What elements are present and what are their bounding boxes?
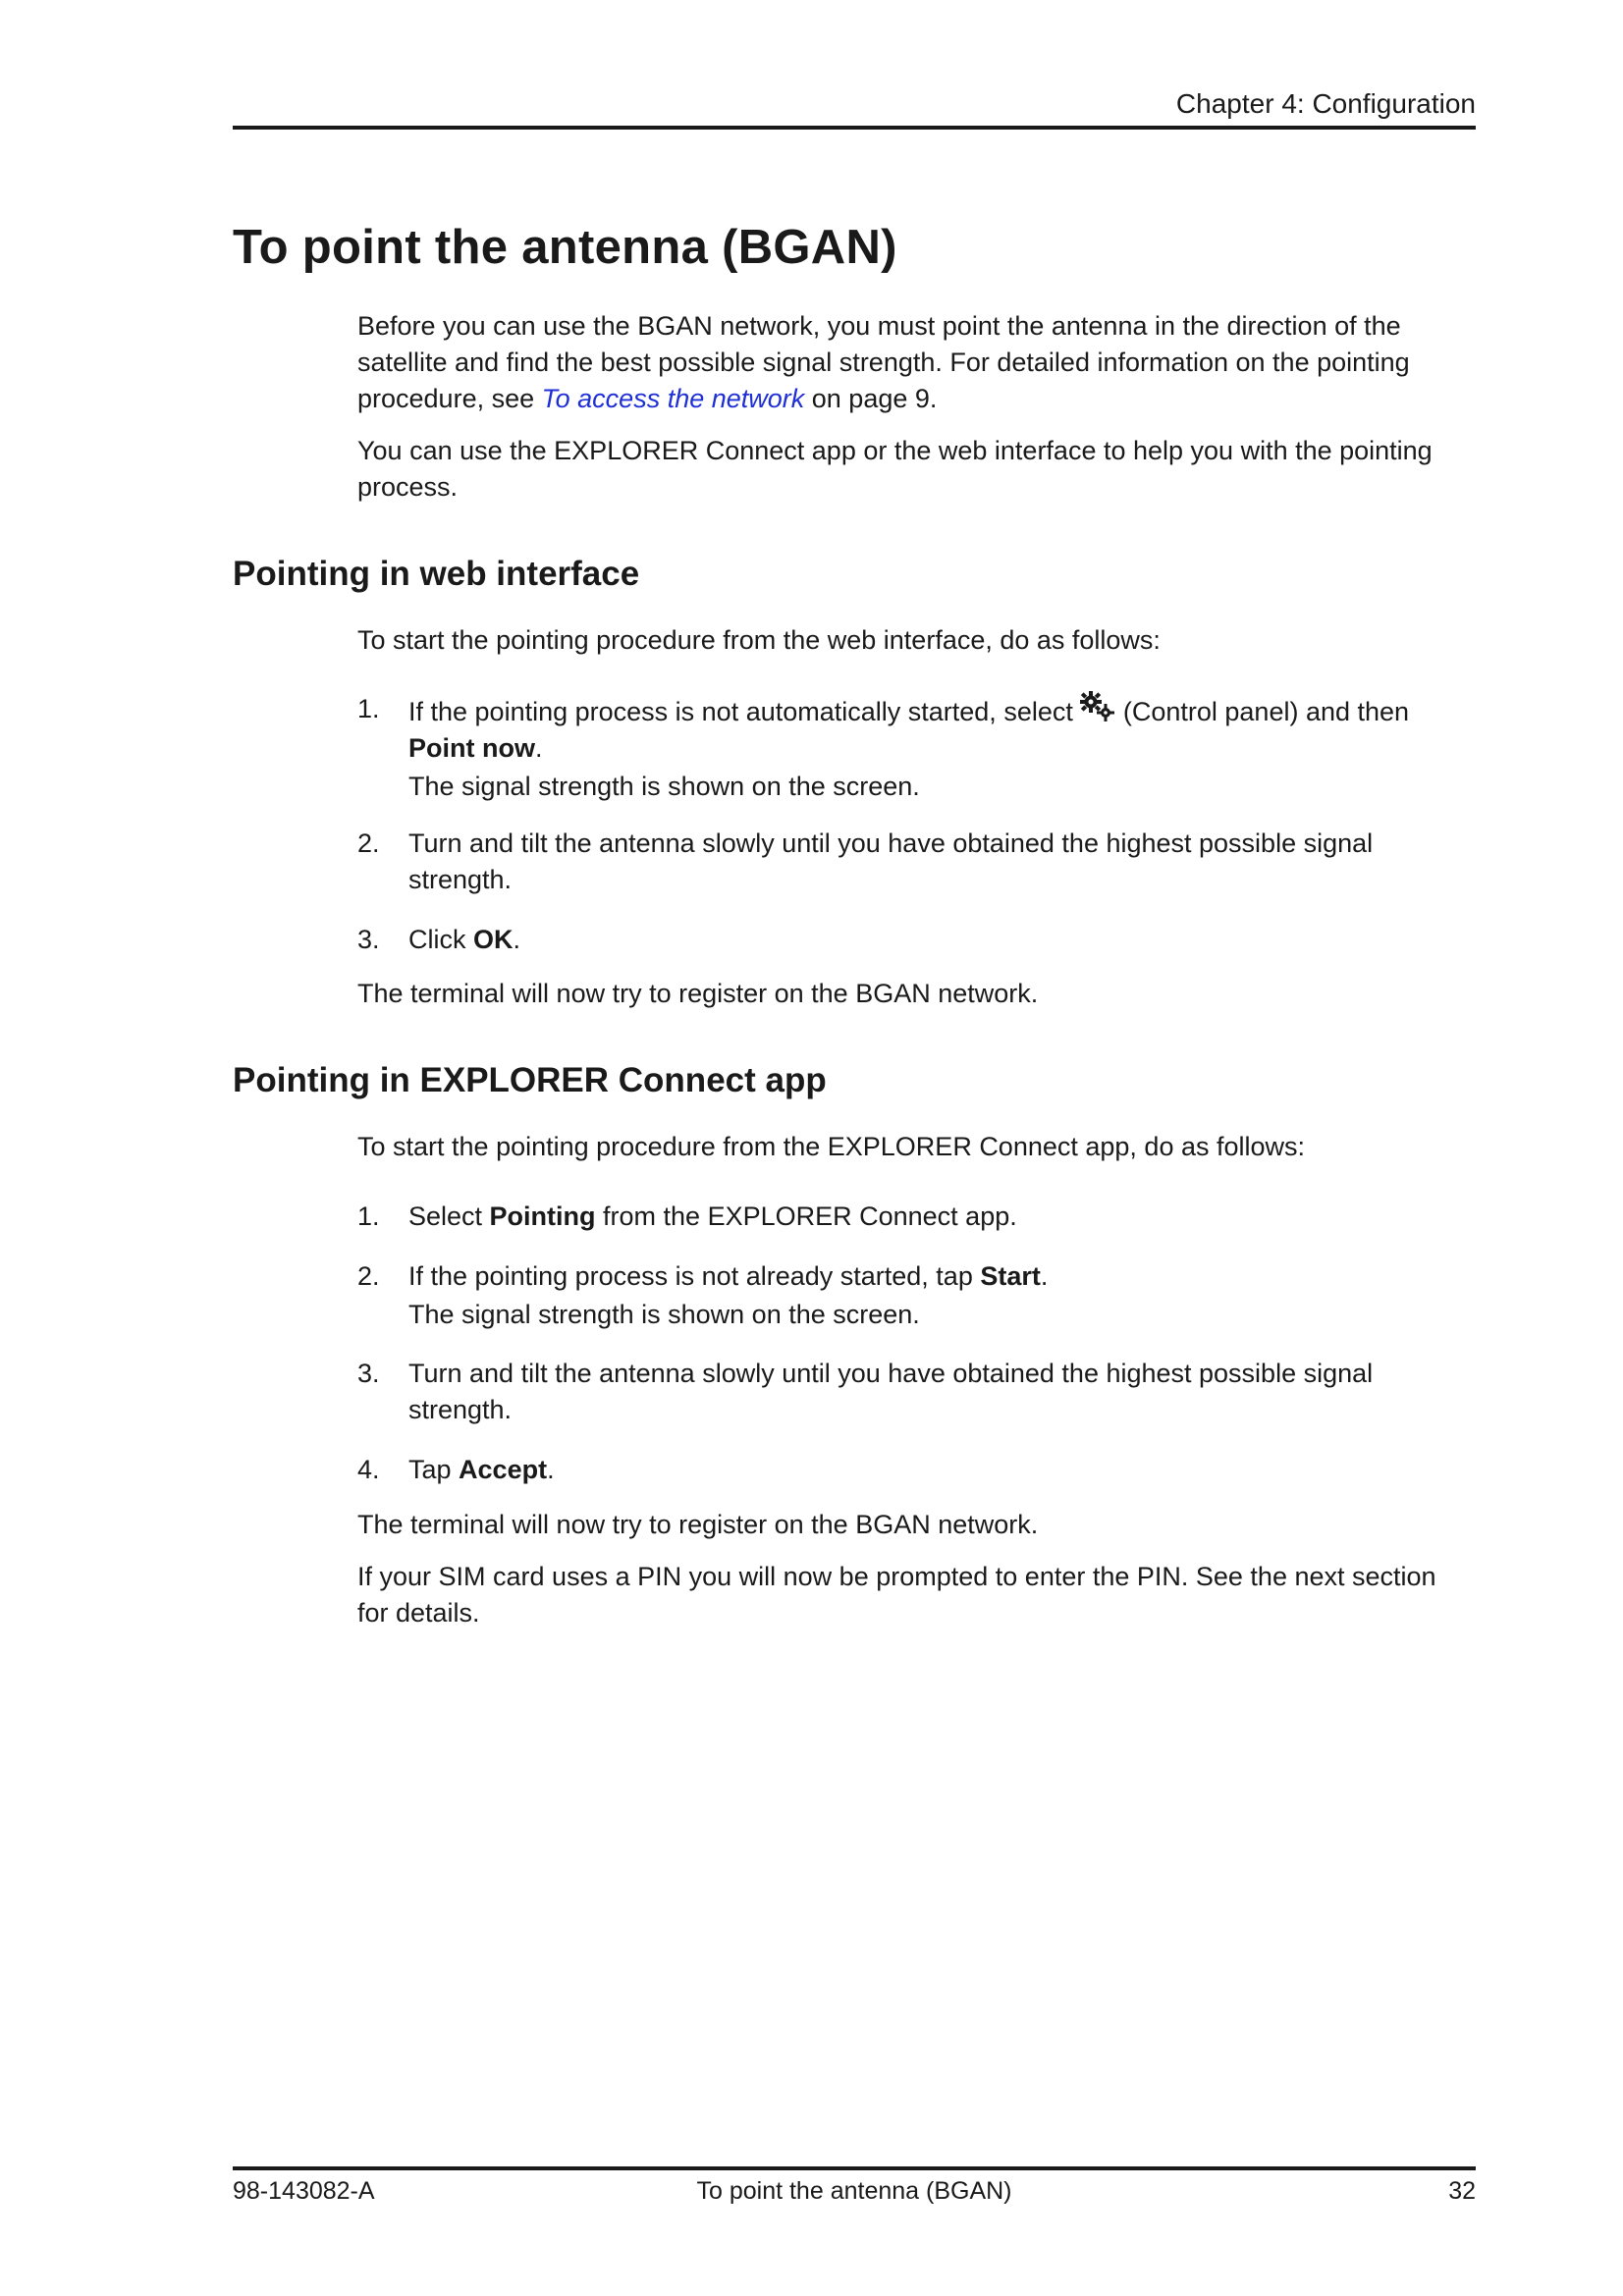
intro-text-after-link: on page 9. [804, 384, 938, 413]
step-text: (Control panel) and then [1115, 697, 1410, 726]
step-text: Turn and tilt the antenna slowly until you have obtained the highest possible signal strength. [408, 828, 1374, 894]
intro-text-before-link: Before you can use the BGAN network, you must point the antenna in the direction of the satellite and find the best possible signal strength. For detailed information on the pointing procedure, see [357, 311, 1410, 413]
app-step-4: 4. Tap Accept. [357, 1452, 1467, 1488]
step-number: 1. [357, 694, 380, 723]
app-section-closing: The terminal will now try to register on the BGAN network. [357, 1510, 1039, 1539]
app-step-2: 2. If the pointing process is not already started, tap Start. The signal strength is shown on the screen. [357, 1258, 1467, 1333]
step-number: 4. [357, 1455, 380, 1484]
step-number: 2. [357, 1261, 380, 1291]
footer-section-title: To point the antenna (BGAN) [696, 2177, 1012, 2205]
web-section-closing: The terminal will now try to register on the BGAN network. [357, 979, 1039, 1008]
step-number: 3. [357, 1359, 380, 1388]
step-text: Select [408, 1201, 490, 1231]
page-title: To point the antenna (BGAN) [233, 221, 897, 274]
ok-label: OK [473, 925, 514, 954]
pointing-label: Pointing [489, 1201, 596, 1231]
footer-rule [233, 2166, 1476, 2170]
step-result: The signal strength is shown on the screen. [408, 772, 920, 801]
page-header [233, 88, 1476, 130]
web-section-heading: Pointing in web interface [233, 555, 640, 593]
web-step-3: 3. Click OK. [357, 922, 1467, 958]
web-step-1: 1. If the pointing process is not automatically started, select (Control panel) and then Point now. The signal strength is shown on the screen. [357, 691, 1467, 805]
step-text: Tap [408, 1455, 460, 1484]
access-network-link[interactable]: To access the network [541, 384, 805, 413]
step-number: 3. [357, 925, 380, 954]
app-step-3 [357, 1356, 1467, 1428]
step-text: Turn and tilt the antenna slowly until you have obtained the highest possible signal strength. [408, 1359, 1374, 1424]
web-section-lead: To start the pointing procedure from the web interface, do as follows: [357, 625, 1161, 655]
point-now-label: Point now [408, 733, 535, 763]
step-text: If the pointing process is not automatically started, select [408, 697, 1081, 726]
intro-paragraph-2: You can use the EXPLORER Connect app or the web interface to help you with the pointing process. [357, 436, 1433, 502]
chapter-label: Chapter 4: Configuration [1175, 88, 1476, 119]
footer-doc-number: 98-143082-A [233, 2177, 375, 2205]
step-number: 1. [357, 1201, 380, 1231]
intro-paragraph-1 [357, 308, 1467, 417]
step-text: If the pointing process is not already started, tap [408, 1261, 981, 1291]
step-result: The signal strength is shown on the screen. [408, 1300, 920, 1329]
step-number: 2. [357, 828, 380, 858]
page-number: 32 [1448, 2177, 1476, 2205]
app-section-heading: Pointing in EXPLORER Connect app [233, 1061, 827, 1099]
step-text: Click [408, 925, 473, 954]
app-section-lead: To start the pointing procedure from the EXPLORER Connect app, do as follows: [357, 1132, 1306, 1161]
app-step-1: 1. Select Pointing from the EXPLORER Connect app. [357, 1199, 1467, 1235]
control-panel-gear-icon [1080, 691, 1115, 722]
pin-note: If your SIM card uses a PIN you will now be prompted to enter the PIN. See the next section for details. [357, 1562, 1436, 1628]
web-step-2 [357, 826, 1467, 898]
accept-label: Accept [459, 1455, 548, 1484]
start-label: Start [980, 1261, 1041, 1291]
